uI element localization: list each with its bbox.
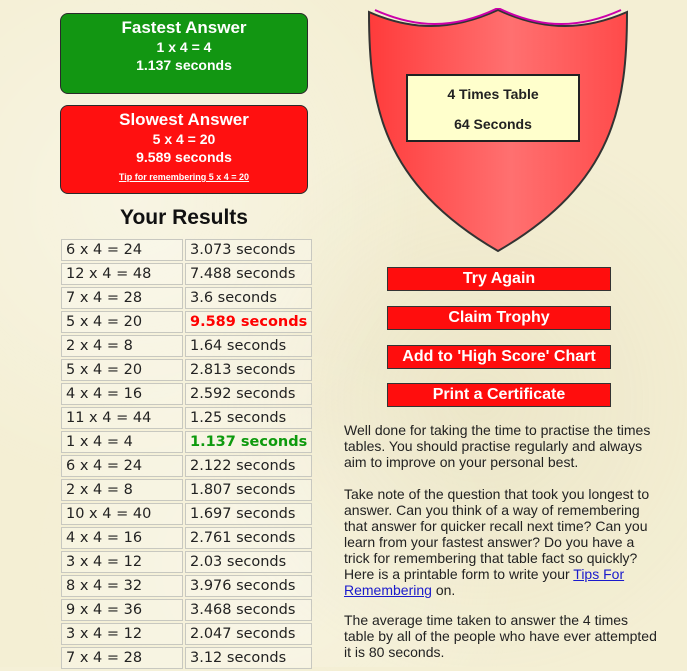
time-cell: 2.813 seconds xyxy=(185,359,312,381)
table-row xyxy=(61,527,312,549)
table-row xyxy=(61,383,312,405)
time-cell: 1.807 seconds xyxy=(185,479,312,501)
question-cell: 4 x 4 = 16 xyxy=(61,527,183,549)
question-cell: 7 x 4 = 28 xyxy=(61,647,183,669)
table-row xyxy=(61,431,312,453)
tips-for-remembering-link[interactable]: Tips For Remembering xyxy=(344,566,625,598)
time-cell: 3.976 seconds xyxy=(185,575,312,597)
table-row xyxy=(61,623,312,645)
table-row xyxy=(61,599,312,621)
question-cell: 2 x 4 = 8 xyxy=(61,479,183,501)
table-row xyxy=(61,263,312,285)
paragraph-well-done: Well done for taking the time to practise the times tables. You should practise regularly and always aim to improve on your personal best. xyxy=(344,422,651,470)
question-cell: 6 x 4 = 24 xyxy=(61,455,183,477)
results-table xyxy=(59,237,314,671)
time-cell: 1.25 seconds xyxy=(185,407,312,429)
claim-trophy-button[interactable]: Claim Trophy xyxy=(387,306,611,330)
time-cell: 2.592 seconds xyxy=(185,383,312,405)
question-cell: 8 x 4 = 32 xyxy=(61,575,183,597)
try-again-button[interactable]: Try Again xyxy=(387,267,611,291)
fastest-answer-question: 1 x 4 = 4 xyxy=(156,39,212,55)
table-row xyxy=(61,503,312,525)
print-certificate-button[interactable]: Print a Certificate xyxy=(387,383,611,407)
table-row xyxy=(61,287,312,309)
time-cell: 2.761 seconds xyxy=(185,527,312,549)
tip-link[interactable]: Tip for remembering 5 x 4 = 20 xyxy=(118,172,250,182)
question-cell: 6 x 4 = 24 xyxy=(61,239,183,261)
fastest-time-cell: 1.137 seconds xyxy=(185,431,312,453)
table-row xyxy=(61,335,312,357)
question-cell: 7 x 4 = 28 xyxy=(61,287,183,309)
trophy-time: 64 Seconds xyxy=(454,116,532,132)
fastest-answer-title: Fastest Answer xyxy=(121,18,247,37)
time-cell: 2.03 seconds xyxy=(185,551,312,573)
paragraph-take-note-end: on. xyxy=(431,582,456,598)
question-cell: 11 x 4 = 44 xyxy=(61,407,183,429)
question-cell: 1 x 4 = 4 xyxy=(61,431,183,453)
time-cell: 1.697 seconds xyxy=(185,503,312,525)
question-cell: 5 x 4 = 20 xyxy=(61,359,183,381)
time-cell: 3.073 seconds xyxy=(185,239,312,261)
table-row xyxy=(61,311,312,333)
paragraph-take-note-text: Take note of the question that took you longest to answer. Can you think of a way of remembering that answer for quicker recall next time? Can you learn from your fastest answer? Do you have a trick for remembering that table fact so quickly? Here is a printable form to write your xyxy=(344,486,650,582)
question-cell: 3 x 4 = 12 xyxy=(61,551,183,573)
table-row xyxy=(61,359,312,381)
fastest-answer-box xyxy=(60,13,308,94)
question-cell: 10 x 4 = 40 xyxy=(61,503,183,525)
paragraph-take-note xyxy=(344,486,660,598)
table-row xyxy=(61,239,312,261)
time-cell: 1.64 seconds xyxy=(185,335,312,357)
slowest-answer-question: 5 x 4 = 20 xyxy=(152,131,216,147)
time-cell: 7.488 seconds xyxy=(185,263,312,285)
question-cell: 4 x 4 = 16 xyxy=(61,383,183,405)
slowest-time-cell: 9.589 seconds xyxy=(185,311,312,333)
slowest-answer-time: 9.589 seconds xyxy=(136,149,232,165)
fastest-answer-time: 1.137 seconds xyxy=(136,57,232,73)
question-cell: 2 x 4 = 8 xyxy=(61,335,183,357)
table-row xyxy=(61,479,312,501)
paragraph-average-time: The average time taken to answer the 4 times table by all of the people who have ever attempted it is 80 seconds. xyxy=(344,612,657,660)
question-cell: 5 x 4 = 20 xyxy=(61,311,183,333)
slowest-answer-box xyxy=(60,105,308,194)
table-row xyxy=(61,647,312,669)
table-row xyxy=(61,551,312,573)
question-cell: 12 x 4 = 48 xyxy=(61,263,183,285)
time-cell: 3.468 seconds xyxy=(185,599,312,621)
time-cell: 2.047 seconds xyxy=(185,623,312,645)
trophy-table: 4 Times Table xyxy=(447,86,539,102)
high-score-button[interactable]: Add to 'High Score' Chart xyxy=(387,345,611,369)
table-row xyxy=(61,575,312,597)
results-title: Your Results xyxy=(120,206,248,229)
slowest-answer-title: Slowest Answer xyxy=(119,110,249,129)
time-cell: 2.122 seconds xyxy=(185,455,312,477)
question-cell: 9 x 4 = 36 xyxy=(61,599,183,621)
table-row xyxy=(61,455,312,477)
time-cell: 3.6 seconds xyxy=(185,287,312,309)
time-cell: 3.12 seconds xyxy=(185,647,312,669)
question-cell: 3 x 4 = 12 xyxy=(61,623,183,645)
trophy-label xyxy=(406,74,580,142)
table-row xyxy=(61,407,312,429)
